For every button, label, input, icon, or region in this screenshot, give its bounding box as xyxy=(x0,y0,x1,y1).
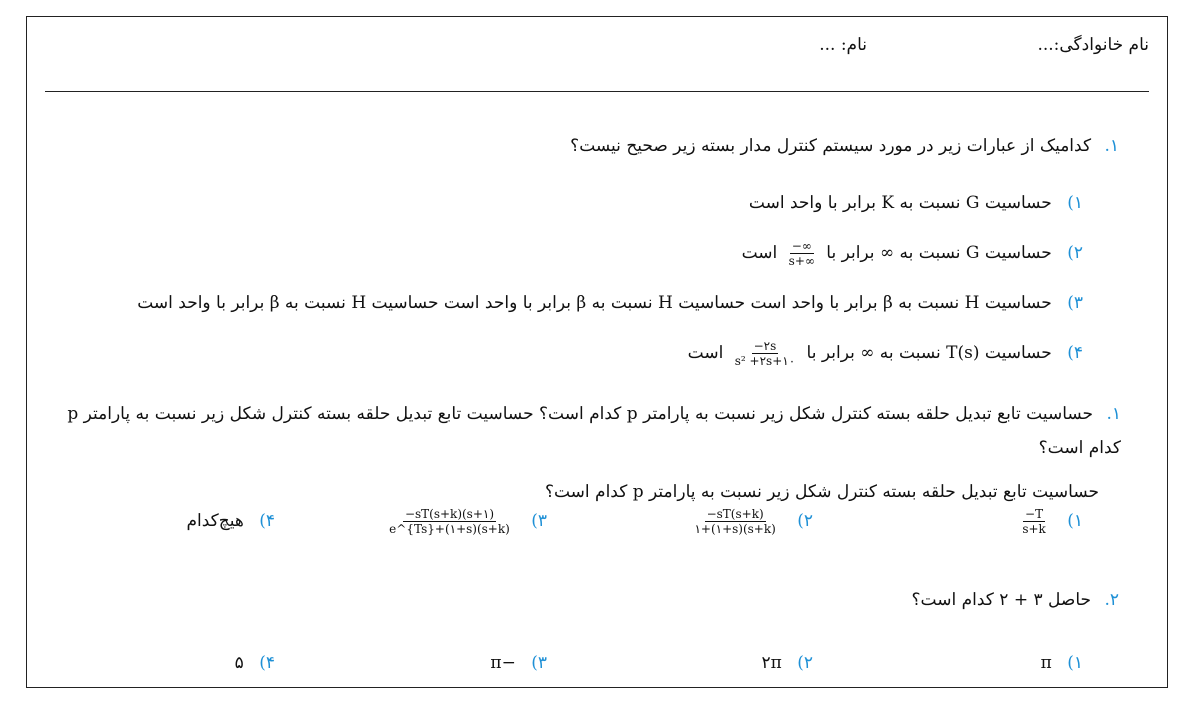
option-number: ۴) xyxy=(259,653,275,673)
q1-option-2[interactable] xyxy=(742,239,1083,268)
q2-option-3[interactable] xyxy=(383,507,547,536)
exam-sheet xyxy=(26,16,1168,688)
fraction-denominator: s+k xyxy=(1022,522,1046,536)
fraction xyxy=(1020,507,1047,536)
option-text: −π xyxy=(490,653,516,673)
option-number: ۱) xyxy=(1067,511,1083,531)
question-1 xyxy=(570,129,1119,163)
option-text: حساسیت G نسبت به K برابر با واحد است xyxy=(748,193,1052,213)
option-number: ۱) xyxy=(1067,653,1083,673)
question-text: حاصل ۳ + ۲ کدام است؟ xyxy=(911,590,1092,610)
question-text: کدامیک از عبارات زیر در مورد سیستم کنترل مدار بسته زیر صحیح نیست؟ xyxy=(570,136,1092,156)
option-text: حساسیت H نسبت به β برابر با واحد است حساسیت H نسبت به β برابر با واحد است حساسیت H نسبت به β برابر با واحد است xyxy=(137,293,1052,313)
fraction xyxy=(787,239,817,268)
option-number: ۱) xyxy=(1067,193,1083,213)
question-line-2: حساسیت تابع تبدیل حلقه بسته کنترل شکل زیر نسبت به پارامتر p کدام است؟ xyxy=(544,482,1099,502)
fraction-numerator: −sT(s+k) xyxy=(706,507,764,521)
fraction-numerator: −sT(s+k)(s+۱) xyxy=(404,507,495,521)
option-number: ۳) xyxy=(531,653,547,673)
option-number: ۳) xyxy=(1067,293,1083,313)
fraction-numerator: −۲s xyxy=(753,339,777,353)
option-number: ۴) xyxy=(1067,343,1083,363)
q1-option-3[interactable] xyxy=(137,293,1083,313)
option-text-pre: حساسیت T(s) نسبت به ∞ برابر با xyxy=(806,343,1052,363)
option-text: هیچ‌کدام xyxy=(186,511,244,531)
header xyxy=(27,35,1167,65)
q3-option-2[interactable] xyxy=(762,653,814,673)
question-number: ۲. xyxy=(1104,590,1119,610)
first-name-label: نام: ... xyxy=(819,35,867,55)
fraction xyxy=(692,507,777,536)
fraction-denominator: s+∞ xyxy=(788,254,815,268)
question-number: ۱. xyxy=(1104,136,1119,156)
option-text-pre: حساسیت G نسبت به ∞ برابر با xyxy=(826,243,1052,263)
option-text-post: است xyxy=(687,343,724,363)
q3-option-4[interactable] xyxy=(235,653,275,673)
fraction xyxy=(733,339,797,368)
family-name-label: نام خانوادگی:... xyxy=(1037,35,1149,55)
q2-option-2[interactable] xyxy=(688,507,813,536)
fraction-denominator: ۱+(۱+s)(s+k) xyxy=(694,522,776,536)
q1-option-1[interactable] xyxy=(749,193,1083,213)
option-number: ۲) xyxy=(797,511,813,531)
header-divider xyxy=(45,91,1149,92)
q2-option-4[interactable] xyxy=(186,511,275,531)
option-number: ۲) xyxy=(1067,243,1083,263)
q1-option-4[interactable] xyxy=(688,339,1083,368)
question-2 xyxy=(31,397,1121,509)
question-text: حساسیت تابع تبدیل حلقه بسته کنترل شکل زیر نسبت به پارامتر p کدام است؟ حساسیت تابع تبدیل حلقه بسته کنترل شکل زیر نسبت به پارامتر p کدام است؟ xyxy=(67,404,1121,458)
question-3 xyxy=(912,583,1119,617)
option-number: ۲) xyxy=(797,653,813,673)
question-line-1 xyxy=(31,397,1121,465)
fraction-numerator: −T xyxy=(1025,507,1044,521)
option-number: ۳) xyxy=(531,511,547,531)
fraction-numerator: −∞ xyxy=(791,239,812,253)
option-text: ۵ xyxy=(234,653,244,673)
option-text-post: است xyxy=(741,243,778,263)
q2-option-1[interactable] xyxy=(1016,507,1083,536)
option-text: ۲π xyxy=(761,653,782,673)
q3-option-1[interactable] xyxy=(1041,653,1083,673)
option-text: π xyxy=(1040,653,1052,673)
q3-option-3[interactable] xyxy=(490,653,547,673)
question-number: ۱. xyxy=(1106,404,1121,424)
fraction-denominator: e^{Ts}+(۱+s)(s+k) xyxy=(389,522,510,536)
option-number: ۴) xyxy=(259,511,275,531)
fraction-denominator: s² +۲s+۱۰ xyxy=(734,354,796,368)
fraction xyxy=(387,507,512,536)
